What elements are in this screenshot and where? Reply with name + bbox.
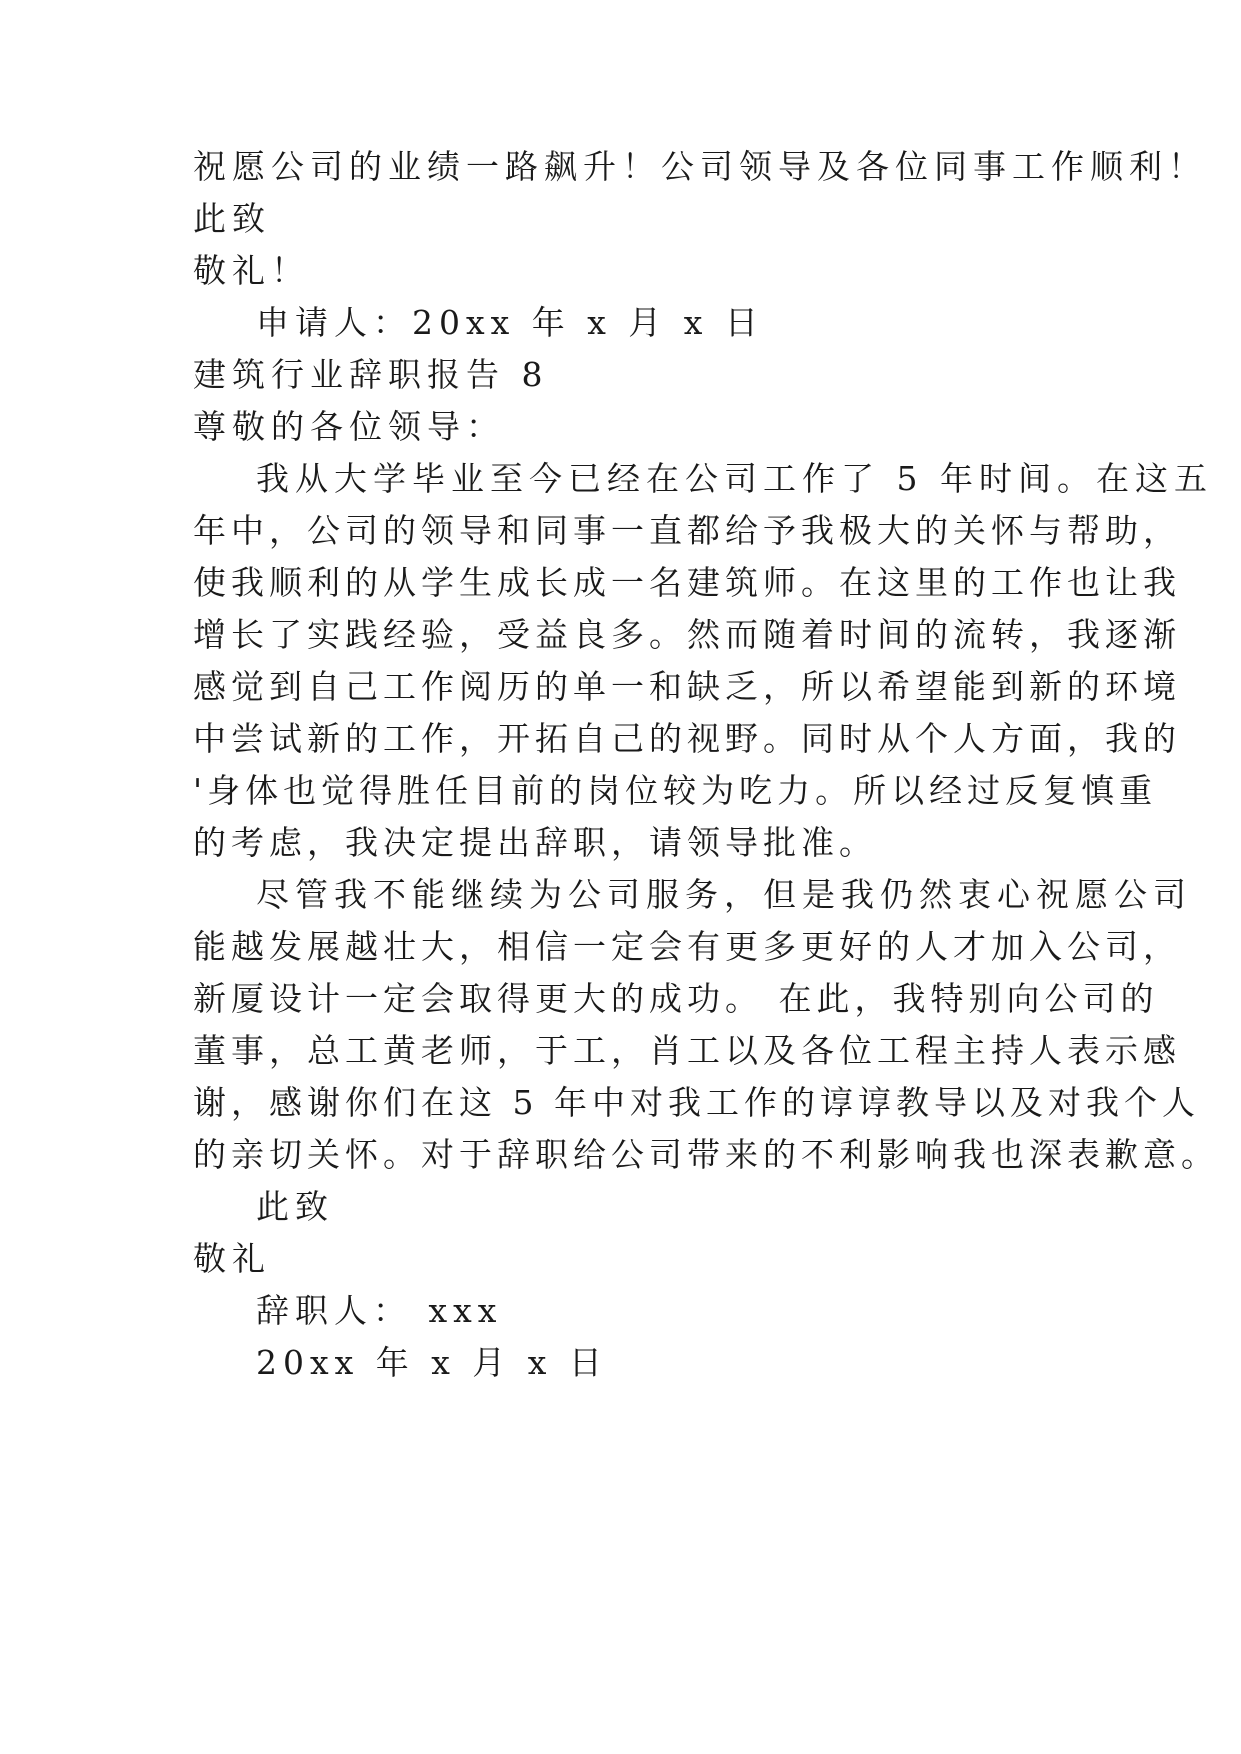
paragraph-2-line: 尽管我不能继续为公司服务，但是我仍然衷心祝愿公司: [256, 875, 1192, 914]
applicant-signature: 申请人：20xx 年 x 月 x 日: [256, 303, 764, 342]
paragraph-2-line: 谢，感谢你们在这 5 年中对我工作的谆谆教导以及对我个人: [193, 1083, 1200, 1122]
closing-wish: 祝愿公司的业绩一路飙升！公司领导及各位同事工作顺利！: [193, 147, 1207, 186]
salutation-line-2: 敬礼: [193, 1239, 271, 1278]
paragraph-1-line: 增长了实践经验，受益良多。然而随着时间的流转，我逐渐: [193, 615, 1181, 654]
salutation-line-1: 此致: [256, 1187, 334, 1226]
paragraph-1-line: 我从大学毕业至今已经在公司工作了 5 年时间。在这五: [256, 459, 1213, 498]
salutation-line-1: 此致: [193, 199, 271, 238]
resigner-name: 辞职人： xxx: [256, 1291, 503, 1330]
paragraph-2-line: 董事，总工黄老师，于工，肖工以及各位工程主持人表示感: [193, 1031, 1181, 1070]
paragraph-1-line: 中尝试新的工作，开拓自己的视野。同时从个人方面，我的: [193, 719, 1181, 758]
salutation-line-2: 敬礼！: [193, 251, 310, 290]
signature-date: 20xx 年 x 月 x 日: [256, 1343, 608, 1382]
paragraph-1-line: 使我顺利的从学生成长成一名建筑师。在这里的工作也让我: [193, 563, 1181, 602]
greeting: 尊敬的各位领导：: [193, 407, 505, 446]
paragraph-2-line: 新厦设计一定会取得更大的成功。 在此，我特别向公司的: [193, 979, 1159, 1018]
paragraph-1-line: 的考虑，我决定提出辞职，请领导批准。: [193, 823, 877, 862]
paragraph-2-line: 的亲切关怀。对于辞职给公司带来的不利影响我也深表歉意。: [193, 1135, 1219, 1174]
paragraph-1-line: 年中，公司的领导和同事一直都给予我极大的关怀与帮助，: [193, 511, 1181, 550]
paragraph-1-line: '身体也觉得胜任目前的岗位较为吃力。所以经过反复慎重: [193, 771, 1158, 810]
paragraph-1-line: 感觉到自己工作阅历的单一和缺乏，所以希望能到新的环境: [193, 667, 1181, 706]
paragraph-2-line: 能越发展越壮大，相信一定会有更多更好的人才加入公司，: [193, 927, 1181, 966]
report-title: 建筑行业辞职报告 8: [193, 355, 549, 394]
